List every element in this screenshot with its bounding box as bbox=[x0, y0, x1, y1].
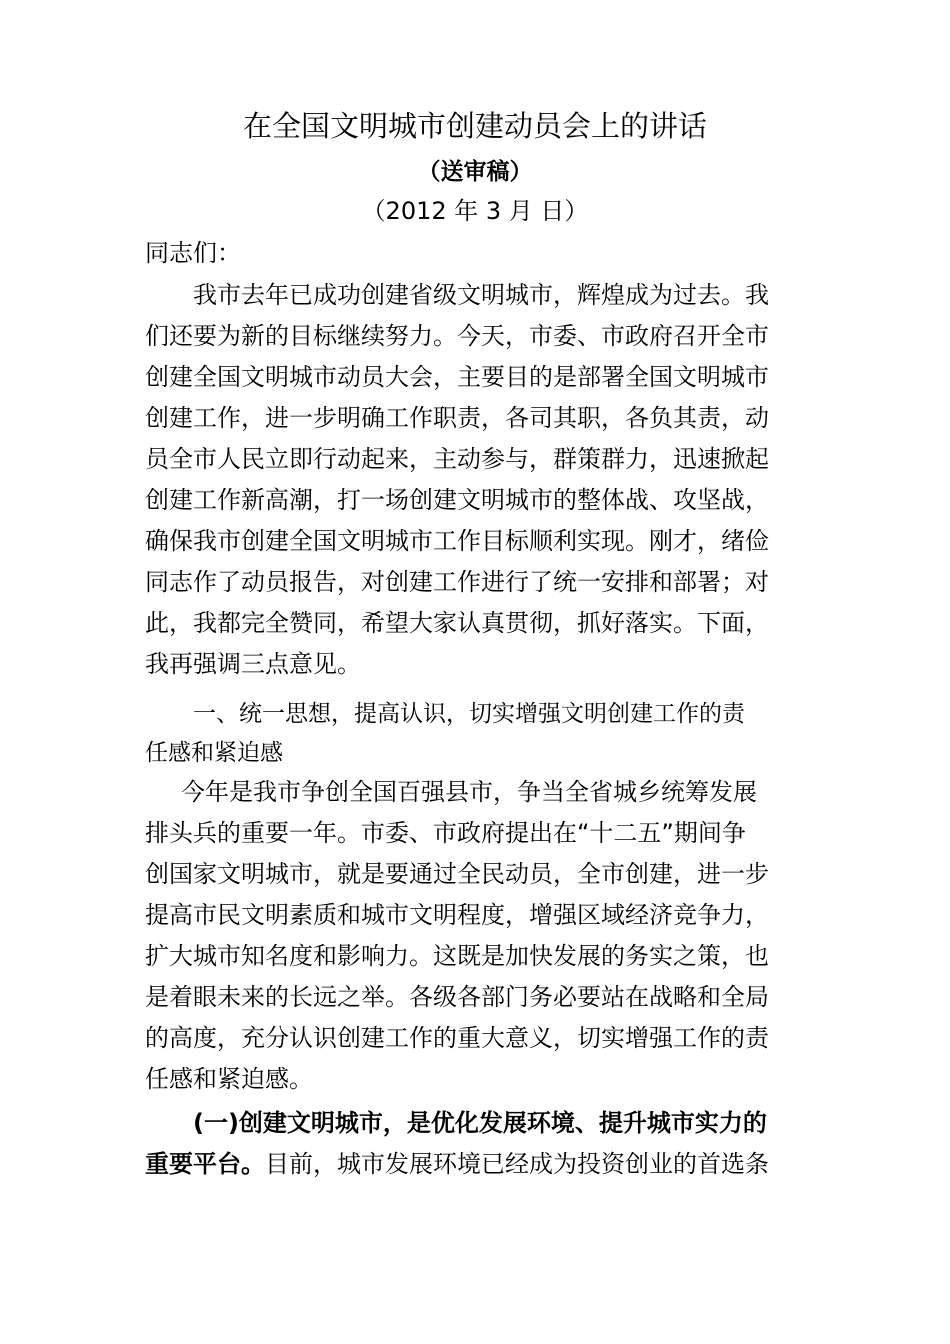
intro-line-8: 同志作了动员报告，对创建工作进行了统一安排和部署；对 bbox=[145, 568, 769, 596]
document-subtitle: （送审稿） bbox=[417, 159, 533, 185]
subsection-1-text: 目前，城市发展环境已经成为投资创业的首选条 bbox=[265, 1150, 769, 1178]
section-1-line-7: 的高度，充分认识创建工作的重大意义，切实增强工作的责 bbox=[145, 1024, 769, 1052]
section-1-line-4: 提高市民文明素质和城市文明程度，增强区域经济竞争力， bbox=[145, 901, 769, 929]
subsection-1-heading-line: (一)创建文明城市，是优化发展环境、提升城市实力的 bbox=[193, 1109, 767, 1137]
document-title: 在全国文明城市创建动员会上的讲话 bbox=[242, 109, 707, 143]
intro-line-3: 创建全国文明城市动员大会，主要目的是部署全国文明城市 bbox=[145, 363, 769, 391]
section-1-line-6: 是着眼未来的长远之举。各级各部门务必要站在战略和全局 bbox=[145, 983, 769, 1011]
subsection-1-line-2 bbox=[145, 1144, 769, 1184]
salutation: 同志们： bbox=[145, 239, 241, 267]
section-1-heading-line-1: 一、统一思想，提高认识，切实增强文明创建工作的责 bbox=[193, 701, 745, 727]
intro-line-2: 们还要为新的目标继续努力。今天，市委、市政府召开全市 bbox=[145, 322, 769, 350]
section-1-line-1: 今年是我市争创全国百强县市，争当全省城乡统筹发展 bbox=[181, 778, 757, 806]
intro-line-10: 我再强调三点意见。 bbox=[145, 650, 361, 678]
section-1-line-5: 扩大城市知名度和影响力。这既是加快发展的务实之策，也 bbox=[145, 942, 769, 970]
subsection-1-bold-lead: 重要平台。 bbox=[145, 1150, 265, 1178]
section-1-line-8: 任感和紧迫感。 bbox=[145, 1065, 313, 1093]
intro-line-5: 员全市人民立即行动起来，主动参与，群策群力，迅速掀起 bbox=[145, 445, 769, 473]
intro-line-9: 此，我都完全赞同，希望大家认真贯彻，抓好落实。下面， bbox=[145, 609, 769, 637]
intro-line-7: 确保我市创建全国文明城市工作目标顺利实现。刚才，绪俭 bbox=[145, 527, 769, 555]
intro-line-1: 我市去年已成功创建省级文明城市，辉煌成为过去。我 bbox=[193, 281, 769, 309]
document-date: （2012 年 3 月 日） bbox=[361, 197, 589, 225]
section-1-line-2: 排头兵的重要一年。市委、市政府提出在“十二五”期间争 bbox=[145, 819, 746, 847]
section-1-heading-line-2: 任感和紧迫感 bbox=[145, 740, 283, 766]
intro-line-4: 创建工作，进一步明确工作职责，各司其职，各负其责，动 bbox=[145, 404, 769, 432]
section-1-line-3: 创国家文明城市，就是要通过全民动员，全市创建，进一步 bbox=[145, 860, 769, 888]
intro-line-6: 创建工作新高潮，打一场创建文明城市的整体战、攻坚战， bbox=[145, 486, 769, 514]
